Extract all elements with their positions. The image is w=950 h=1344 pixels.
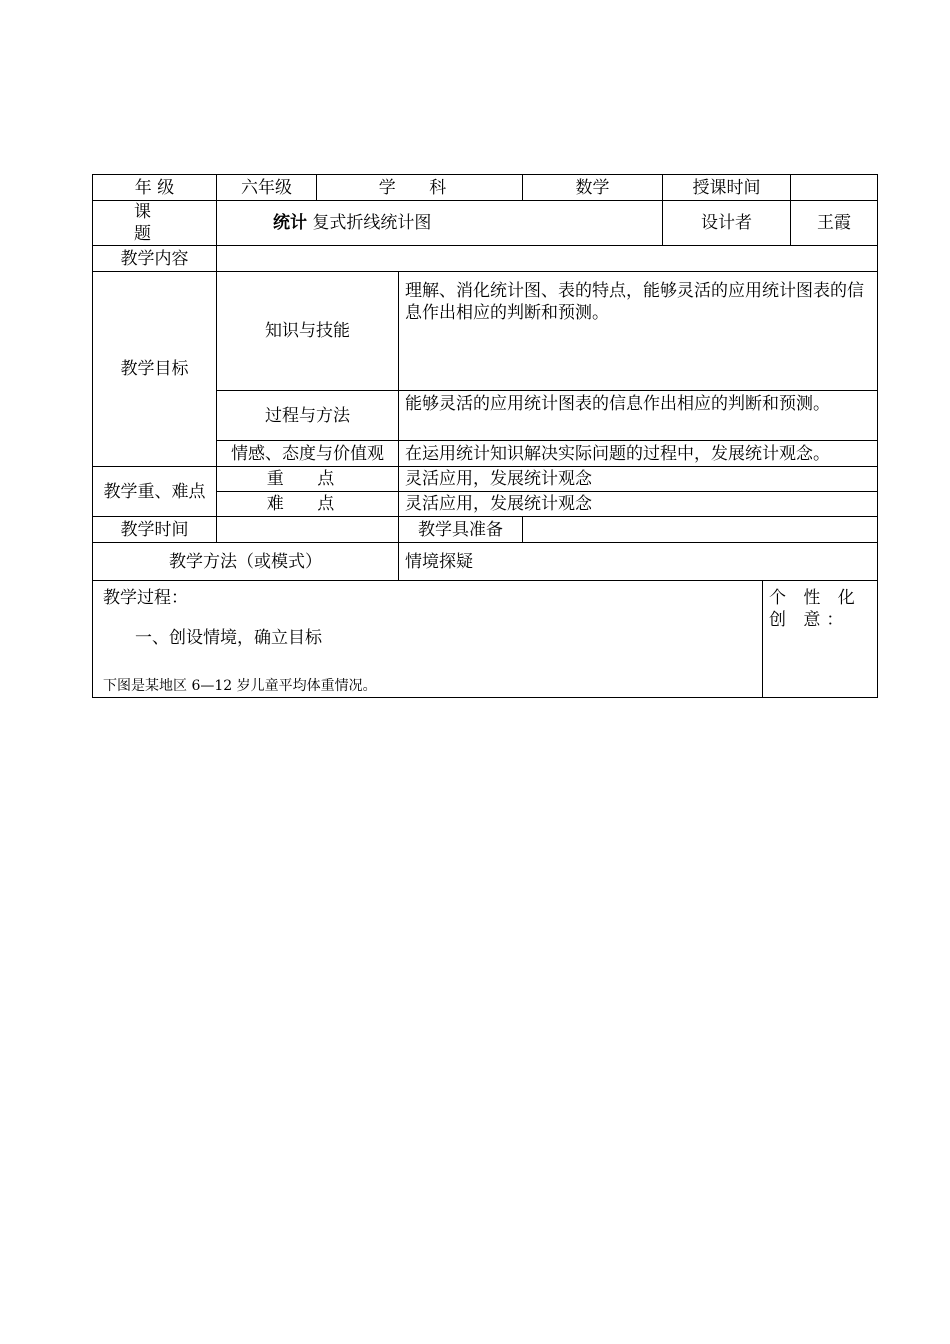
goals-label: 教学目标	[93, 272, 217, 467]
grade-label: 年 级	[93, 175, 217, 201]
topic-title	[217, 201, 663, 246]
designer-label: 设计者	[663, 201, 791, 246]
topic-title-bold: 统计	[273, 213, 307, 233]
schedule-time-label: 教学时间	[93, 517, 217, 543]
focus-key-label: 重 点	[217, 467, 399, 492]
grade-value: 六年级	[217, 175, 317, 201]
method-row	[93, 543, 878, 581]
process-row	[93, 581, 878, 698]
subject-value: 数学	[523, 175, 663, 201]
creative-notes-label: 个 性 化 创 意：	[763, 581, 878, 698]
topic-label: 课 题	[93, 201, 217, 246]
focus-key-text: 灵活应用，发展统计观念	[399, 467, 878, 492]
schedule-time-value	[217, 517, 399, 543]
process-label: 教学过程：	[103, 588, 188, 608]
goal-process-label: 过程与方法	[217, 391, 399, 441]
focus-label: 教学重、难点	[93, 467, 217, 517]
method-value: 情境探疑	[399, 543, 878, 581]
goal-attitude-label: 情感、态度与价值观	[217, 441, 399, 467]
content-row	[93, 246, 878, 272]
content-label: 教学内容	[93, 246, 217, 272]
time-label: 授课时间	[663, 175, 791, 201]
goal-knowledge-text: 理解、消化统计图、表的特点，能够灵活的应用统计图表的信息作出相应的判断和预测。	[399, 272, 878, 391]
goal-process-text: 能够灵活的应用统计图表的信息作出相应的判断和预测。	[399, 391, 878, 441]
time-value	[791, 175, 878, 201]
goal-attitude-text: 在运用统计知识解决实际问题的过程中，发展统计观念。	[399, 441, 878, 467]
method-label: 教学方法（或模式）	[93, 543, 399, 581]
process-note: 下图是某地区 6—12 岁儿童平均体重情况。	[103, 678, 377, 694]
schedule-tools-value	[523, 517, 878, 543]
topic-title-rest: 复式折线统计图	[312, 213, 432, 233]
focus-hard-text: 灵活应用，发展统计观念	[399, 492, 878, 517]
schedule-tools-label: 教学具准备	[399, 517, 523, 543]
topic-row	[93, 201, 878, 246]
lesson-plan-table	[92, 174, 878, 698]
content-value	[217, 246, 878, 272]
subject-label: 学 科	[317, 175, 523, 201]
process-step-1: 一、创设情境，确立目标	[135, 628, 322, 648]
schedule-row	[93, 517, 878, 543]
designer-value: 王霞	[791, 201, 878, 246]
focus-row-key	[93, 467, 878, 492]
goal-knowledge-label: 知识与技能	[217, 272, 399, 391]
process-cell	[93, 581, 763, 698]
goal-row-knowledge	[93, 272, 878, 391]
focus-hard-label: 难 点	[217, 492, 399, 517]
header-row	[93, 175, 878, 201]
